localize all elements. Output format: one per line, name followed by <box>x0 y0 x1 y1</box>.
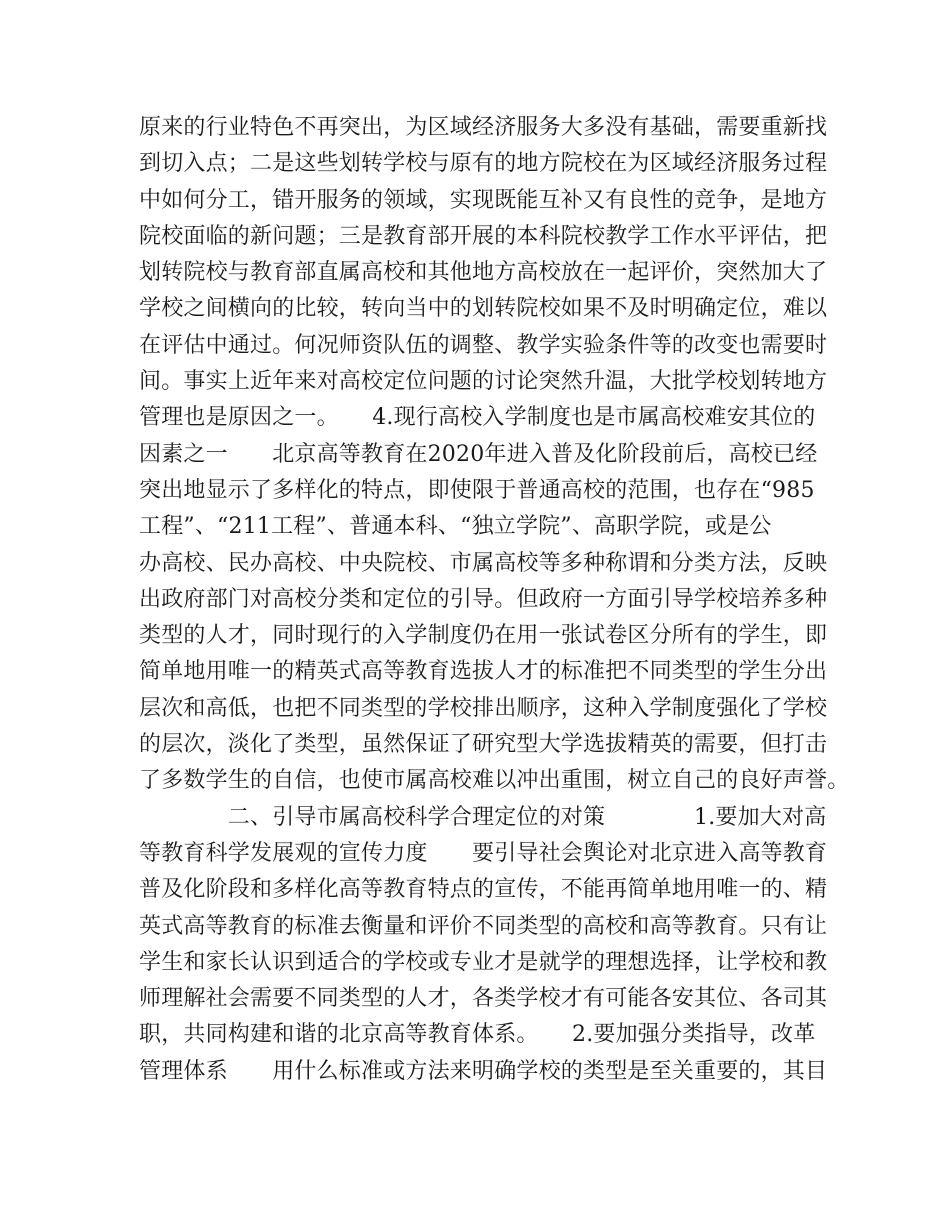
text-line: 职，共同构建和谐的北京高等教育体系。 2.要加强分类指导，改革 <box>139 1022 816 1048</box>
text-line: 管理也是原因之一。 4.现行高校入学制度也是市属高校难安其位的 <box>139 405 816 431</box>
text-line: 中如何分工，错开服务的领域，实现既能互补又有良性的竞争，是地方 <box>139 187 828 213</box>
section-heading-line: 二、引导市属高校科学合理定位的对策 1.要加大对高 <box>139 804 827 830</box>
text-line: 简单地用唯一的精英式高等教育选拔人才的标准把不同类型的学生分出 <box>139 659 828 685</box>
text-line: 工程”、“211工程”、普通本科、“独立学院”、高职学院，或是公 <box>139 514 772 540</box>
text-line: 间。事实上近年来对高校定位问题的讨论突然升温，大批学校划转地方 <box>139 369 828 395</box>
text-line: 划转院校与教育部直属高校和其他地方高校放在一起评价，突然加大了 <box>139 260 828 286</box>
body-text <box>139 110 850 1090</box>
text-line: 办高校、民办高校、中央院校、市属高校等多种称谓和分类方法，反映 <box>139 550 828 576</box>
text-line: 学生和家长认识到适合的学校或专业才是就学的理想选择，让学校和教 <box>139 949 828 975</box>
text-line: 到切入点；二是这些划转学校与原有的地方院校在为区域经济服务过程 <box>139 151 828 177</box>
text-line: 了多数学生的自信，也使市属高校难以冲出重围，树立自己的良好声誉。 <box>139 768 850 794</box>
text-line: 类型的人才，同时现行的入学制度仍在用一张试卷区分所有的学生，即 <box>139 623 828 649</box>
text-line: 院校面临的新问题；三是教育部开展的本科院校教学工作水平评估，把 <box>139 223 828 249</box>
text-line: 出政府部门对高校分类和定位的引导。但政府一方面引导学校培养多种 <box>139 586 828 612</box>
text-line: 因素之一 北京高等教育在2020年进入普及化阶段前后，高校已经 <box>139 441 818 467</box>
text-line: 原来的行业特色不再突出，为区域经济服务大多没有基础，需要重新找 <box>139 115 828 140</box>
text-line: 学校之间横向的比较，转向当中的划转院校如果不及时明确定位，难以 <box>139 296 828 322</box>
text-line: 在评估中通过。何况师资队伍的调整、教学实验条件等的改变也需要时 <box>139 332 828 358</box>
text-line: 管理体系 用什么标准或方法来明确学校的类型是至关重要的，其目 <box>139 1058 828 1084</box>
text-line: 师理解社会需要不同类型的人才，各类学校才有可能各安其位、各司其 <box>139 986 828 1012</box>
text-line: 的层次，淡化了类型，虽然保证了研究型大学选拔精英的需要，但打击 <box>139 732 828 758</box>
text-line: 层次和高低，也把不同类型的学校排出顺序，这种入学制度强化了学校 <box>139 695 828 721</box>
text-line: 等教育科学发展观的宣传力度 要引导社会舆论对北京进入高等教育 <box>139 840 828 866</box>
text-line: 英式高等教育的标准去衡量和评价不同类型的高校和高等教育。只有让 <box>139 913 828 939</box>
text-line: 突出地显示了多样化的特点，即使限于普通高校的范围，也存在“985 <box>139 477 815 503</box>
text-line: 普及化阶段和多样化高等教育特点的宣传，不能再简单地用唯一的、精 <box>139 877 828 903</box>
